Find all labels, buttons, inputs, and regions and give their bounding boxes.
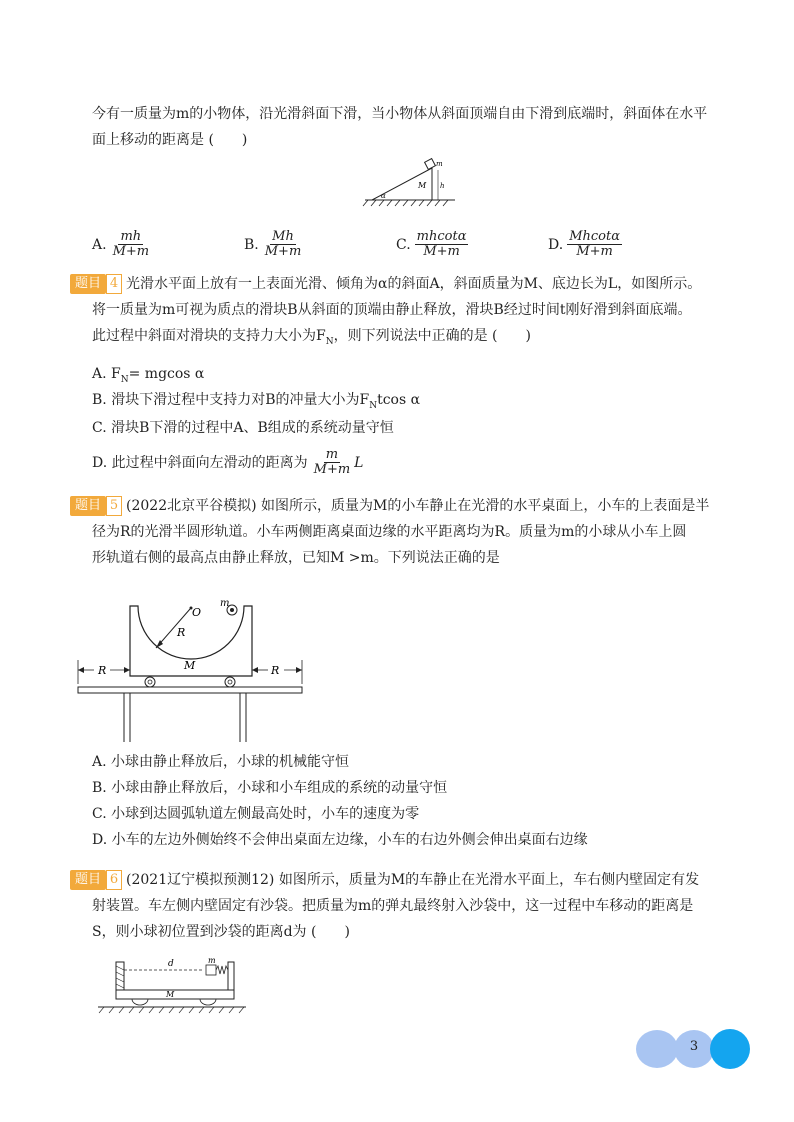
cart-R-label: R xyxy=(177,626,186,639)
q5-number: 5 xyxy=(106,496,122,516)
page-circle-dark xyxy=(710,1029,750,1069)
cart-O-label: O xyxy=(192,606,202,619)
incline-h-label: h xyxy=(440,182,445,190)
incline-m-label: m xyxy=(436,160,443,168)
incline-figure xyxy=(360,156,460,211)
q4-option-b[interactable]: B. 滑块下滑过程中支持力对B的冲量大小为$F_Ntcos$ α xyxy=(92,392,421,411)
intro-line-1: 今有一质量为m的小物体，沿光滑斜面下滑，当小物体从斜面顶端自由下滑到底端时，斜面体在水平 xyxy=(92,106,708,122)
q6-line-1: 题目 6 (2021辽宁模拟预测12) 如图所示，质量为M的车静止在光滑水平面上，车右侧内壁固定有发 xyxy=(70,870,699,890)
intro-choices xyxy=(92,230,712,258)
q6-tag: 题目 xyxy=(70,870,106,890)
sandbag-d-label: d xyxy=(168,959,174,969)
q6-line-2: 射装置。车左侧内壁固定有沙袋。把质量为m的弹丸最终射入沙袋中，这一过程中车移动的距离是 xyxy=(92,898,694,914)
q4-line-2: 将一质量为m可视为质点的滑块B从斜面的顶端由静止释放，滑块B经过时间t刚好滑到斜面底端。 xyxy=(92,302,692,318)
q5-option-b[interactable]: B. 小球由静止释放后，小球和小车组成的系统的动量守恒 xyxy=(92,780,448,796)
intro-line-2: 面上移动的距离是 ( ) xyxy=(92,132,248,148)
q4-tag: 题目 xyxy=(70,274,106,294)
cart-R-left-label: R xyxy=(98,664,107,677)
q5-line-3: 形轨道右侧的最高点由静止释放，已知M >m。下列说法正确的是 xyxy=(92,550,500,566)
q4-number: 4 xyxy=(106,274,122,294)
cart-track-figure xyxy=(74,596,306,744)
q5-line-2: 径为R的光滑半圆形轨道。小车两侧距离桌面边缘的水平距离均为R。质量为m的小球从小车上圆 xyxy=(92,524,687,540)
q4-line-1: 题目 4 光滑水平面上放有一上表面光滑、倾角为α的斜面A，斜面质量为M、底边长为L，如图所示。 xyxy=(70,274,701,294)
q5-line-1: 题目 5 (2022北京平谷模拟) 如图所示，质量为M的小车静止在光滑的水平桌面上，小车的上表面是半 xyxy=(70,496,709,516)
q6-line-3: S，则小球初位置到沙袋的距离d为 ( ) xyxy=(92,924,350,940)
cart-R-right-label: R xyxy=(271,664,280,677)
page-number: 3 xyxy=(689,1039,699,1054)
q4-option-c[interactable]: C. 滑块B下滑的过程中A、B组成的系统动量守恒 xyxy=(92,420,394,436)
incline-alpha-label: α xyxy=(381,192,386,200)
choice-d[interactable]: D. $\frac{Mhcot\alpha}{M+m}$ xyxy=(548,229,620,259)
q4-option-d[interactable]: D. 此过程中斜面向左滑动的距离为 $\frac{m}{M+m}$ L xyxy=(92,447,364,477)
choice-a[interactable]: A. $\frac{mh}{M+m}$ xyxy=(92,229,150,259)
q6-number: 6 xyxy=(106,870,122,890)
q4-line-3: 此过程中斜面对滑块的支持力大小为$F_N$，则下列说法中正确的是 ( ) xyxy=(92,328,531,347)
cart-m-label: m xyxy=(220,598,230,609)
sandbag-M-label: M xyxy=(166,990,175,999)
q5-tag: 题目 xyxy=(70,496,106,516)
cart-M-label: M xyxy=(184,659,196,672)
q5-option-d[interactable]: D. 小车的左边外侧始终不会伸出桌面左边缘，小车的右边外侧会伸出桌面右边缘 xyxy=(92,832,588,848)
q5-option-c[interactable]: C. 小球到达圆弧轨道左侧最高处时，小车的速度为零 xyxy=(92,806,420,822)
sandbag-m-label: m xyxy=(208,956,216,965)
incline-M-label: M xyxy=(418,181,427,190)
q5-option-a[interactable]: A. 小球由静止释放后，小球的机械能守恒 xyxy=(92,754,350,770)
q4-option-a[interactable]: A. $F_N= mgcos$ α xyxy=(92,366,205,385)
sandbag-cart-figure xyxy=(96,954,248,1016)
choice-b[interactable]: B. $\frac{Mh}{M+m}$ xyxy=(244,229,302,259)
page-circle-light xyxy=(636,1030,678,1068)
choice-c[interactable]: C. $\frac{mhcot\alpha}{M+m}$ xyxy=(396,229,467,259)
